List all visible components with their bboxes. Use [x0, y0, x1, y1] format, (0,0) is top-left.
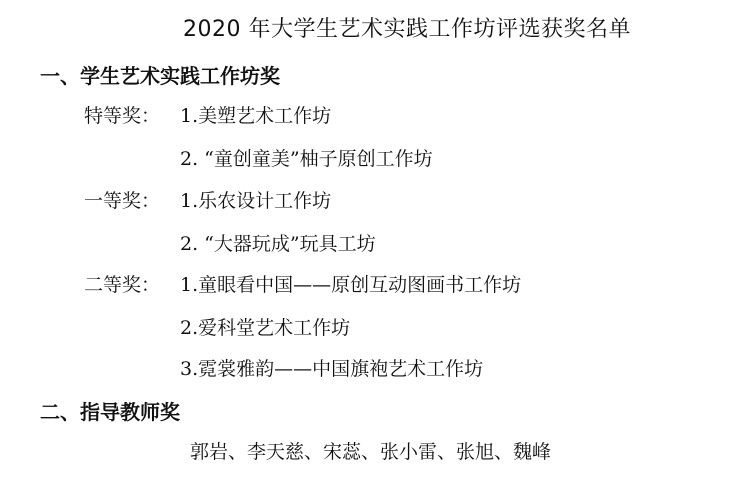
award-entry: 2. “大器玩成”玩具工坊 [180, 233, 376, 255]
award-level-first: 一等奖： [83, 190, 160, 212]
document-title: 2020 年大学生艺术实践工作坊评选获奖名单 [183, 17, 631, 42]
award-entry: 1.乐农设计工作坊 [180, 190, 332, 212]
award-level-second: 二等奖： [83, 274, 160, 296]
award-entry: 1.美塑艺术工作坊 [180, 105, 332, 127]
award-entry: 2.爱科堂艺术工作坊 [180, 317, 351, 339]
advisor-names: 郭岩、李天慈、宋蕊、张小雷、张旭、魏峰 [190, 441, 552, 463]
award-entry: 1.童眼看中国——原创互动图画书工作坊 [180, 274, 522, 296]
section-heading-workshop-award: 一、学生艺术实践工作坊奖 [40, 64, 280, 88]
award-entry: 2. “童创童美”柚子原创工作坊 [180, 148, 433, 170]
award-level-special: 特等奖： [83, 105, 160, 127]
award-entry: 3.霓裳雅韵——中国旗袍艺术工作坊 [180, 358, 484, 380]
section-heading-advisor-award: 二、指导教师奖 [40, 400, 180, 424]
